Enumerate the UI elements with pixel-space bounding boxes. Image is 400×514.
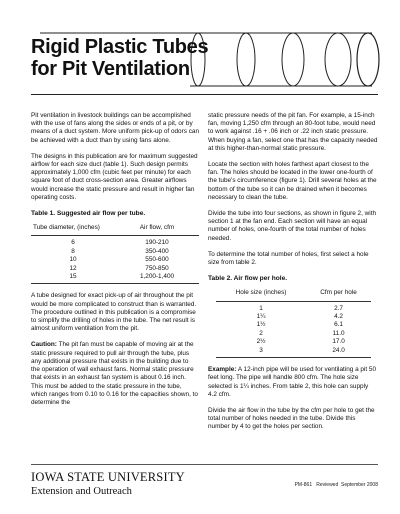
table-cell: 1¼ [256,313,266,321]
table-cell: 11.0 [332,329,345,337]
table1-airflow-per-tube [31,222,199,284]
table-cell: 3 [216,347,306,358]
university-wordmark: IOWA STATE UNIVERSITY [31,470,185,484]
table-cell: 17.0 [332,338,345,346]
sections-paragraph: Divide the tube into four sections, as shown in figure 2, with section 1 at the fan end. Each section will have an equal number of holes, one-fourth of the total number of holes needed. [208,210,377,242]
table-cell: 2.7 [334,304,343,312]
table-cell: 8 [71,247,75,255]
table-row [216,338,371,346]
title-line-2: for Pit Ventilation [31,58,190,80]
table-row [31,236,199,248]
table2-header-cfm: Cfm per hole [306,287,371,301]
publication-info [295,482,378,488]
table-row [216,321,371,329]
left-column [31,112,199,415]
table-cell: 350-400 [145,247,169,255]
procedure-paragraph: A tube designed for exact pick-up of air throughout the pit would be more complicated to construct than is warranted. The procedure outlined in this publication is a compromise to simplify the drilling of holes in the tube. The net result is almost uniform ventilation from the pit. [31,292,197,333]
table1-header-diameter: Tube diameter, (inches) [31,222,115,236]
example-label: Example: [208,366,237,374]
table-row [31,265,199,273]
table1-caption: Table 1. Suggested air flow per tube. [31,210,146,218]
table-row [216,330,371,338]
table2-airflow-per-hole [216,287,371,358]
table-cell: 4.2 [334,313,343,321]
table-cell: 190-210 [145,239,169,247]
caution-text: The pit fan must be capable of moving air at the static pressure required to pull air through the tube, plus any additional pressure that exists in the building due to the operation of wall exhaust fans. Normal static pressure that exists in an exhaust fan system is about 0.16 inch. This must be added to the static pressure in the tube, which ranges from 0.10 to 0.16 for the capacities shown, to determine the [31,341,198,406]
table-cell: 2½ [256,338,266,346]
example-text: A 12-inch pipe will be used for ventilating a pit 50 feet long. The pipe will handle 800 cfm. The hole size selected is 1¼ inches. From table 2, this hole can supply 4.2 cfm. [208,366,377,398]
table-cell: 24.0 [306,347,371,358]
table1-header-airflow: Air flow, cfm [115,222,199,236]
publication-number: PM-861 [294,482,313,488]
table-cell: 1½ [256,321,266,329]
table-cell: 10 [69,256,77,264]
table-cell: 6 [71,239,75,247]
table-cell: 2 [259,329,263,337]
intro-paragraph: Pit ventilation in livestock buildings can be accomplished with the use of fans along the sides or ends of a pit, or by means of a duct system. More uniform pick-up of odors can be achieved with a duct than by using fans alone. [31,112,200,144]
table-row [216,347,371,358]
table-cell: 12 [69,264,77,272]
caution-paragraph [31,341,199,407]
example-paragraph [208,366,378,399]
divide-airflow-paragraph: Divide the air flow in the tube by the cfm per hole to get the total number of holes needed in the tube. Divide this number by 4 to get the holes per section. [208,406,375,431]
table-cell: 6.1 [334,321,343,329]
extension-outreach-label: Extension and Outreach [31,486,132,497]
table-row [216,301,371,313]
table-cell: 1,200-1,400 [115,273,199,284]
header [0,0,400,102]
table-row [31,256,199,264]
title-line-1: Rigid Plastic Tubes [31,36,209,58]
right-column [208,112,378,440]
hole-location-paragraph: Locate the section with holes farthest apart closest to the fan. The holes should be located in the lower one-fourth of the tube's circumference (figure 1). Drill several holes at the bottom of the tube so it can be drained when it becomes necessary to clean the tube. [208,161,377,201]
table-cell: 15 [31,273,115,284]
design-paragraph: The designs in this publication are for maximum suggested airflow for each size duct (table 1). Such design permits approximately 1,000 cfm (cubic feet per minute) for each square foot of duct cross-section area. Greater airflows would increase the static pressure and result in higher fan operating costs. [31,152,198,201]
static-pressure-paragraph: static pressure needs of the pit fan. For example, a 15-inch fan, moving 1,250 cfm through an 80-foot tube, would need to work against .16 + .06 inch or .22 inch static pressure. When buying a fan, select one that has the capacity needed at this higher-than-normal static pressure. [208,112,378,152]
table2-caption: Table 2. Air flow per hole. [208,275,288,283]
table-cell: 750-850 [145,264,169,272]
table-row [31,273,199,284]
review-date: Reviewed September 2008 [316,482,378,488]
table-cell: 550-600 [145,256,169,264]
header-divider [31,94,378,95]
hole-count-paragraph: To determine the total number of holes, first select a hole size from table 2. [208,250,369,267]
table-row [216,313,371,321]
caution-label: Caution: [31,341,57,349]
footer-divider [31,464,378,465]
table-cell: 1 [259,304,263,312]
page-title [31,36,208,80]
table-row [31,248,199,256]
table2-header-hole-size: Hole size (inches) [216,287,306,301]
